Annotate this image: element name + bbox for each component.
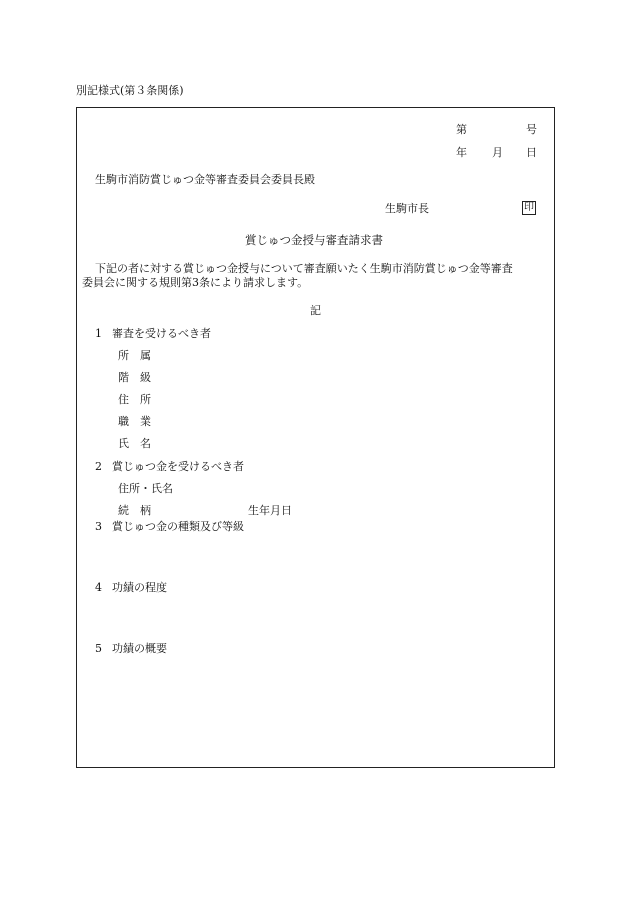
body-text-line-1: 下記の者に対する賞じゅつ金授与について審査願いたく生駒市消防賞じゅつ金等審査 — [95, 262, 513, 275]
sender-name: 生駒市長 — [385, 202, 429, 215]
item-1-rank-label: 階 級 — [118, 371, 151, 384]
body-text-line-2: 委員会に関する規則第3条により請求します。 — [82, 276, 309, 289]
item-1-occupation-label: 職 業 — [118, 415, 151, 428]
item-2-number: 2 — [95, 460, 102, 473]
item-3-number: 3 — [95, 520, 102, 533]
item-3-label: 賞じゅつ金の種類及び等級 — [112, 520, 244, 533]
form-header-note: 別記様式(第３条関係) — [76, 84, 184, 97]
seal-mark: 印 — [524, 202, 534, 213]
document-title: 賞じゅつ金授与審査請求書 — [245, 233, 383, 247]
date-day-label: 日 — [526, 146, 537, 159]
date-year-label: 年 — [456, 146, 467, 159]
item-5-label: 功績の概要 — [112, 642, 167, 655]
number-dai-label: 第 — [456, 123, 467, 136]
number-go-label: 号 — [526, 123, 537, 136]
ki-heading: 記 — [310, 304, 321, 317]
addressee: 生駒市消防賞じゅつ金等審査委員会委員長殿 — [95, 173, 315, 186]
item-2-birthdate-label: 生年月日 — [248, 504, 292, 517]
item-4-label: 功績の程度 — [112, 581, 167, 594]
date-month-label: 月 — [492, 146, 503, 159]
item-1-name-label: 氏 名 — [118, 437, 151, 450]
item-1-label: 審査を受けるべき者 — [112, 327, 211, 340]
item-5-number: 5 — [95, 642, 102, 655]
item-2-label: 賞じゅつ金を受けるべき者 — [112, 460, 244, 473]
item-1-address-label: 住 所 — [118, 393, 151, 406]
item-1-affiliation-label: 所 属 — [118, 349, 151, 362]
item-2-relationship-label: 続 柄 — [118, 504, 151, 517]
item-1-number: 1 — [95, 327, 102, 340]
item-4-number: 4 — [95, 581, 102, 594]
item-2-address-name-label: 住所・氏名 — [118, 482, 173, 495]
